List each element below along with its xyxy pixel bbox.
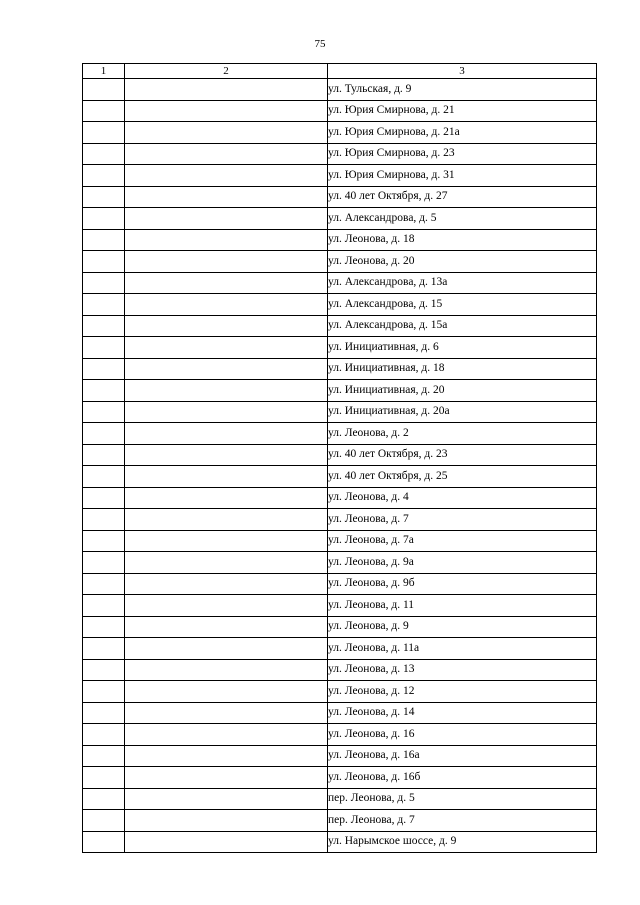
cell-col-1 [83, 702, 125, 724]
cell-col-2 [125, 616, 328, 638]
table-row [83, 788, 597, 810]
table-row [83, 767, 597, 789]
cell-col-1 [83, 315, 125, 337]
address-cell: ул. Леонова, д. 9б [328, 573, 597, 595]
cell-col-2 [125, 122, 328, 144]
cell-col-1 [83, 229, 125, 251]
cell-col-2 [125, 466, 328, 488]
address-cell: ул. Леонова, д. 4 [328, 487, 597, 509]
cell-col-1 [83, 638, 125, 660]
table-row [83, 294, 597, 316]
cell-col-2 [125, 229, 328, 251]
table-row [83, 251, 597, 273]
address-cell: ул. Леонова, д. 7а [328, 530, 597, 552]
address-cell: ул. Леонова, д. 11а [328, 638, 597, 660]
table-row [83, 337, 597, 359]
cell-col-2 [125, 831, 328, 853]
cell-col-1 [83, 659, 125, 681]
table-row [83, 122, 597, 144]
header-row [83, 64, 597, 79]
cell-col-1 [83, 810, 125, 832]
cell-col-2 [125, 401, 328, 423]
table-row [83, 659, 597, 681]
table-row [83, 552, 597, 574]
cell-col-2 [125, 100, 328, 122]
address-cell: ул. Леонова, д. 18 [328, 229, 597, 251]
cell-col-1 [83, 401, 125, 423]
cell-col-1 [83, 552, 125, 574]
table-row [83, 229, 597, 251]
cell-col-2 [125, 595, 328, 617]
address-cell: ул. Юрия Смирнова, д. 23 [328, 143, 597, 165]
table-row [83, 401, 597, 423]
table-row [83, 208, 597, 230]
cell-col-2 [125, 251, 328, 273]
table-row [83, 724, 597, 746]
table-row [83, 616, 597, 638]
table-row [83, 831, 597, 853]
cell-col-1 [83, 122, 125, 144]
cell-col-1 [83, 444, 125, 466]
table-row [83, 100, 597, 122]
table-row [83, 423, 597, 445]
cell-col-1 [83, 681, 125, 703]
column-header-3: 3 [328, 64, 597, 79]
address-cell: пер. Леонова, д. 7 [328, 810, 597, 832]
column-header-1: 1 [83, 64, 125, 79]
address-cell: ул. Леонова, д. 2 [328, 423, 597, 445]
cell-col-1 [83, 573, 125, 595]
cell-col-1 [83, 616, 125, 638]
cell-col-2 [125, 186, 328, 208]
address-cell: ул. Александрова, д. 5 [328, 208, 597, 230]
cell-col-2 [125, 487, 328, 509]
cell-col-2 [125, 208, 328, 230]
address-cell: ул. Александрова, д. 13а [328, 272, 597, 294]
cell-col-2 [125, 767, 328, 789]
cell-col-1 [83, 831, 125, 853]
cell-col-1 [83, 358, 125, 380]
cell-col-1 [83, 294, 125, 316]
cell-col-1 [83, 272, 125, 294]
table-row [83, 380, 597, 402]
table-row [83, 444, 597, 466]
cell-col-2 [125, 165, 328, 187]
address-cell: ул. Юрия Смирнова, д. 31 [328, 165, 597, 187]
address-cell: ул. Леонова, д. 14 [328, 702, 597, 724]
cell-col-1 [83, 509, 125, 531]
cell-col-1 [83, 423, 125, 445]
cell-col-1 [83, 530, 125, 552]
address-cell: ул. Леонова, д. 9 [328, 616, 597, 638]
table-row [83, 315, 597, 337]
cell-col-1 [83, 745, 125, 767]
cell-col-2 [125, 745, 328, 767]
cell-col-2 [125, 337, 328, 359]
address-cell: ул. Александрова, д. 15 [328, 294, 597, 316]
cell-col-2 [125, 294, 328, 316]
address-cell: ул. Леонова, д. 16 [328, 724, 597, 746]
table-row [83, 810, 597, 832]
column-header-2: 2 [125, 64, 328, 79]
cell-col-1 [83, 724, 125, 746]
table-row [83, 681, 597, 703]
cell-col-1 [83, 487, 125, 509]
table-row [83, 358, 597, 380]
address-cell: ул. Инициативная, д. 6 [328, 337, 597, 359]
cell-col-1 [83, 337, 125, 359]
table-row [83, 509, 597, 531]
address-cell: ул. 40 лет Октября, д. 27 [328, 186, 597, 208]
cell-col-1 [83, 100, 125, 122]
cell-col-2 [125, 702, 328, 724]
table-row [83, 79, 597, 101]
cell-col-1 [83, 208, 125, 230]
address-cell: ул. Леонова, д. 16а [328, 745, 597, 767]
cell-col-2 [125, 315, 328, 337]
address-cell: ул. Инициативная, д. 18 [328, 358, 597, 380]
cell-col-2 [125, 143, 328, 165]
cell-col-1 [83, 143, 125, 165]
cell-col-2 [125, 724, 328, 746]
table-row [83, 466, 597, 488]
cell-col-1 [83, 165, 125, 187]
table-row [83, 638, 597, 660]
cell-col-2 [125, 272, 328, 294]
cell-col-2 [125, 79, 328, 101]
page-number: 75 [314, 38, 326, 50]
cell-col-1 [83, 380, 125, 402]
address-cell: ул. Юрия Смирнова, д. 21а [328, 122, 597, 144]
address-cell: ул. Леонова, д. 13 [328, 659, 597, 681]
table-row [83, 530, 597, 552]
table-row [83, 573, 597, 595]
address-cell: ул. Инициативная, д. 20 [328, 380, 597, 402]
table-row [83, 186, 597, 208]
cell-col-2 [125, 681, 328, 703]
table-row [83, 272, 597, 294]
table-row [83, 487, 597, 509]
cell-col-1 [83, 251, 125, 273]
address-cell: ул. 40 лет Октября, д. 25 [328, 466, 597, 488]
address-cell: ул. Александрова, д. 15а [328, 315, 597, 337]
address-cell: ул. Нарымское шоссе, д. 9 [328, 831, 597, 853]
cell-col-2 [125, 638, 328, 660]
cell-col-1 [83, 79, 125, 101]
cell-col-2 [125, 444, 328, 466]
cell-col-2 [125, 358, 328, 380]
cell-col-2 [125, 552, 328, 574]
address-cell: ул. Леонова, д. 11 [328, 595, 597, 617]
cell-col-2 [125, 659, 328, 681]
address-cell: ул. Леонова, д. 7 [328, 509, 597, 531]
table-header [83, 64, 597, 79]
address-cell: ул. Леонова, д. 12 [328, 681, 597, 703]
cell-col-2 [125, 380, 328, 402]
cell-col-2 [125, 573, 328, 595]
table-row [83, 595, 597, 617]
address-cell: ул. Леонова, д. 20 [328, 251, 597, 273]
table-row [83, 702, 597, 724]
table-row [83, 143, 597, 165]
table-body [83, 79, 597, 853]
address-cell: ул. Леонова, д. 16б [328, 767, 597, 789]
cell-col-2 [125, 810, 328, 832]
table-row [83, 745, 597, 767]
address-cell: ул. 40 лет Октября, д. 23 [328, 444, 597, 466]
address-cell: пер. Леонова, д. 5 [328, 788, 597, 810]
table-row [83, 165, 597, 187]
address-cell: ул. Леонова, д. 9а [328, 552, 597, 574]
cell-col-2 [125, 509, 328, 531]
cell-col-2 [125, 423, 328, 445]
address-table [82, 63, 597, 853]
cell-col-1 [83, 466, 125, 488]
cell-col-1 [83, 595, 125, 617]
address-cell: ул. Тульская, д. 9 [328, 79, 597, 101]
cell-col-1 [83, 767, 125, 789]
cell-col-1 [83, 788, 125, 810]
cell-col-2 [125, 788, 328, 810]
address-cell: ул. Инициативная, д. 20а [328, 401, 597, 423]
cell-col-1 [83, 186, 125, 208]
cell-col-2 [125, 530, 328, 552]
address-cell: ул. Юрия Смирнова, д. 21 [328, 100, 597, 122]
